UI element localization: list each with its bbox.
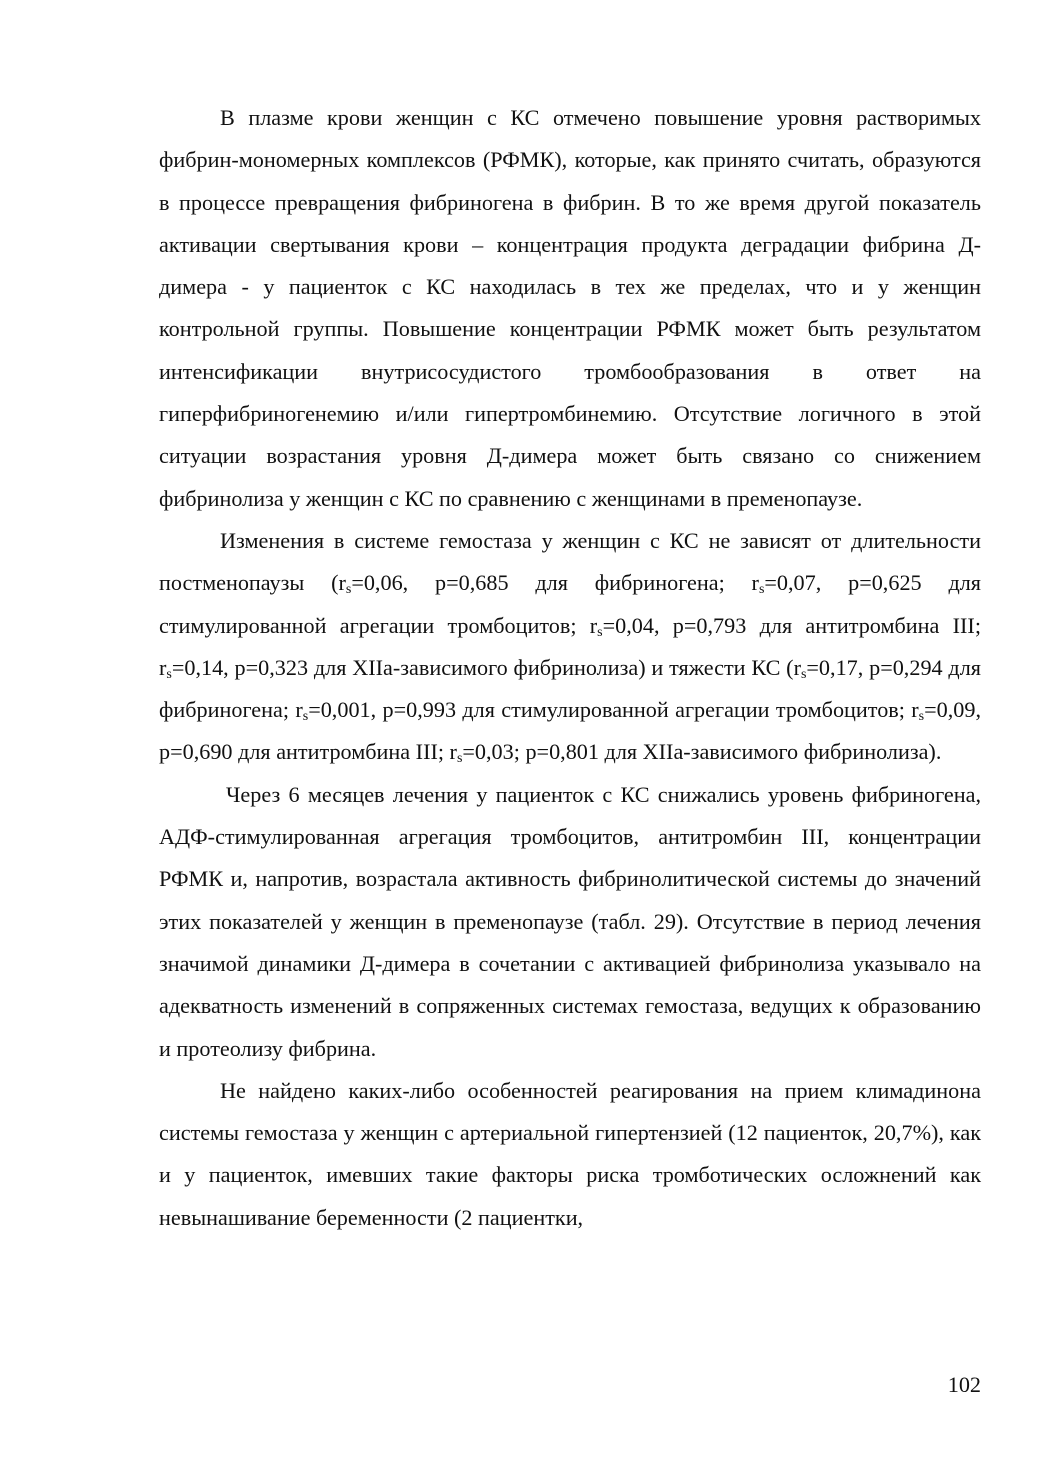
- text-run: =0,09, p=0,690 для антитромбина III; r: [159, 697, 982, 765]
- text-run: =0,14, p=0,323 для XIIa-зависимого фибринолиза) и тяжести КС (r: [171, 654, 801, 680]
- text-run: =0,07, p=0,625 для стимулированной агрегации тромбоцитов; r: [159, 570, 982, 638]
- text-run: =0,03; p=0,801 для XIIa-зависимого фибринолиза).: [462, 739, 942, 765]
- subscript: s: [456, 751, 463, 767]
- text-run: =0,001, p=0,993 для стимулированной агрегации тромбоцитов; r: [308, 697, 919, 723]
- text-run: =0,06, p=0,685 для фибриногена; r: [351, 570, 759, 596]
- paragraph-4: [159, 1070, 981, 1239]
- text-run: Не найдено каких-либо особенностей реагирования на прием климадинона системы гемостаза у женщин с артериальной гипертензией (12 пациенток, 20,7%), как и у пациенток, имевших такие факторы риска тромботических осложнений как невынашивание беременности (2 пациентки,: [159, 1077, 981, 1230]
- subscript: s: [597, 624, 603, 640]
- paragraph-3: [159, 774, 981, 1070]
- subscript: s: [345, 582, 352, 598]
- text-run: В плазме крови женщин с КС отмечено повышение уровня растворимых фибрин-мономерных комплексов (РФМК), которые, как принято считать, образуются в процессе превращения фибриногена в фибрин. В то же время другой показатель активации свертывания крови – концентрация продукта деградации фибрина Д-димера - у пациенток с КС находилась в тех же пределах, что и у женщин контрольной группы. Повышение концентрации РФМК может быть результатом интенсификации внутрисосудистого тромбообразования в ответ на гиперфибриногенемию и/или гипертромбинемию. Отсутствие логичного в этой ситуации возрастания уровня Д-димера может быть связано со снижением фибринолиза у женщин с КС по сравнению с женщинами в пременопаузе.: [159, 105, 981, 511]
- text-run: =0,17, p=0,294 для фибриногена; r: [159, 654, 981, 723]
- text-run: Через 6 месяцев лечения у пациенток с КС снижались уровень фибриногена, АДФ-стимулированная агрегация тромбоцитов, антитромбин III, концентрации РФМК и, напротив, возрастала активность фибринолитической системы до значений этих показателей у женщин в пременопаузе (табл. 29). Отсутствие в период лечения значимой динамики Д-димера в сочетании с активацией фибринолиза указывало на адекватность изменений в сопряженных системах гемостаза, ведущих к образованию и протеолизу фибрина.: [159, 781, 981, 1061]
- subscript: s: [166, 666, 172, 682]
- subscript: s: [918, 709, 925, 725]
- text-run: Изменения в системе гемостаза у женщин с КС не зависят от длительности постменопаузы (r: [159, 527, 981, 596]
- subscript: s: [302, 709, 309, 725]
- subscript: s: [800, 666, 807, 682]
- paragraph-2: [159, 520, 981, 774]
- document-body: [159, 97, 981, 1239]
- subscript: s: [758, 582, 765, 598]
- paragraph-1: [159, 97, 981, 520]
- page-number: 102: [947, 1372, 981, 1397]
- text-run: =0,04, p=0,793 для антитромбина III; r: [159, 612, 981, 680]
